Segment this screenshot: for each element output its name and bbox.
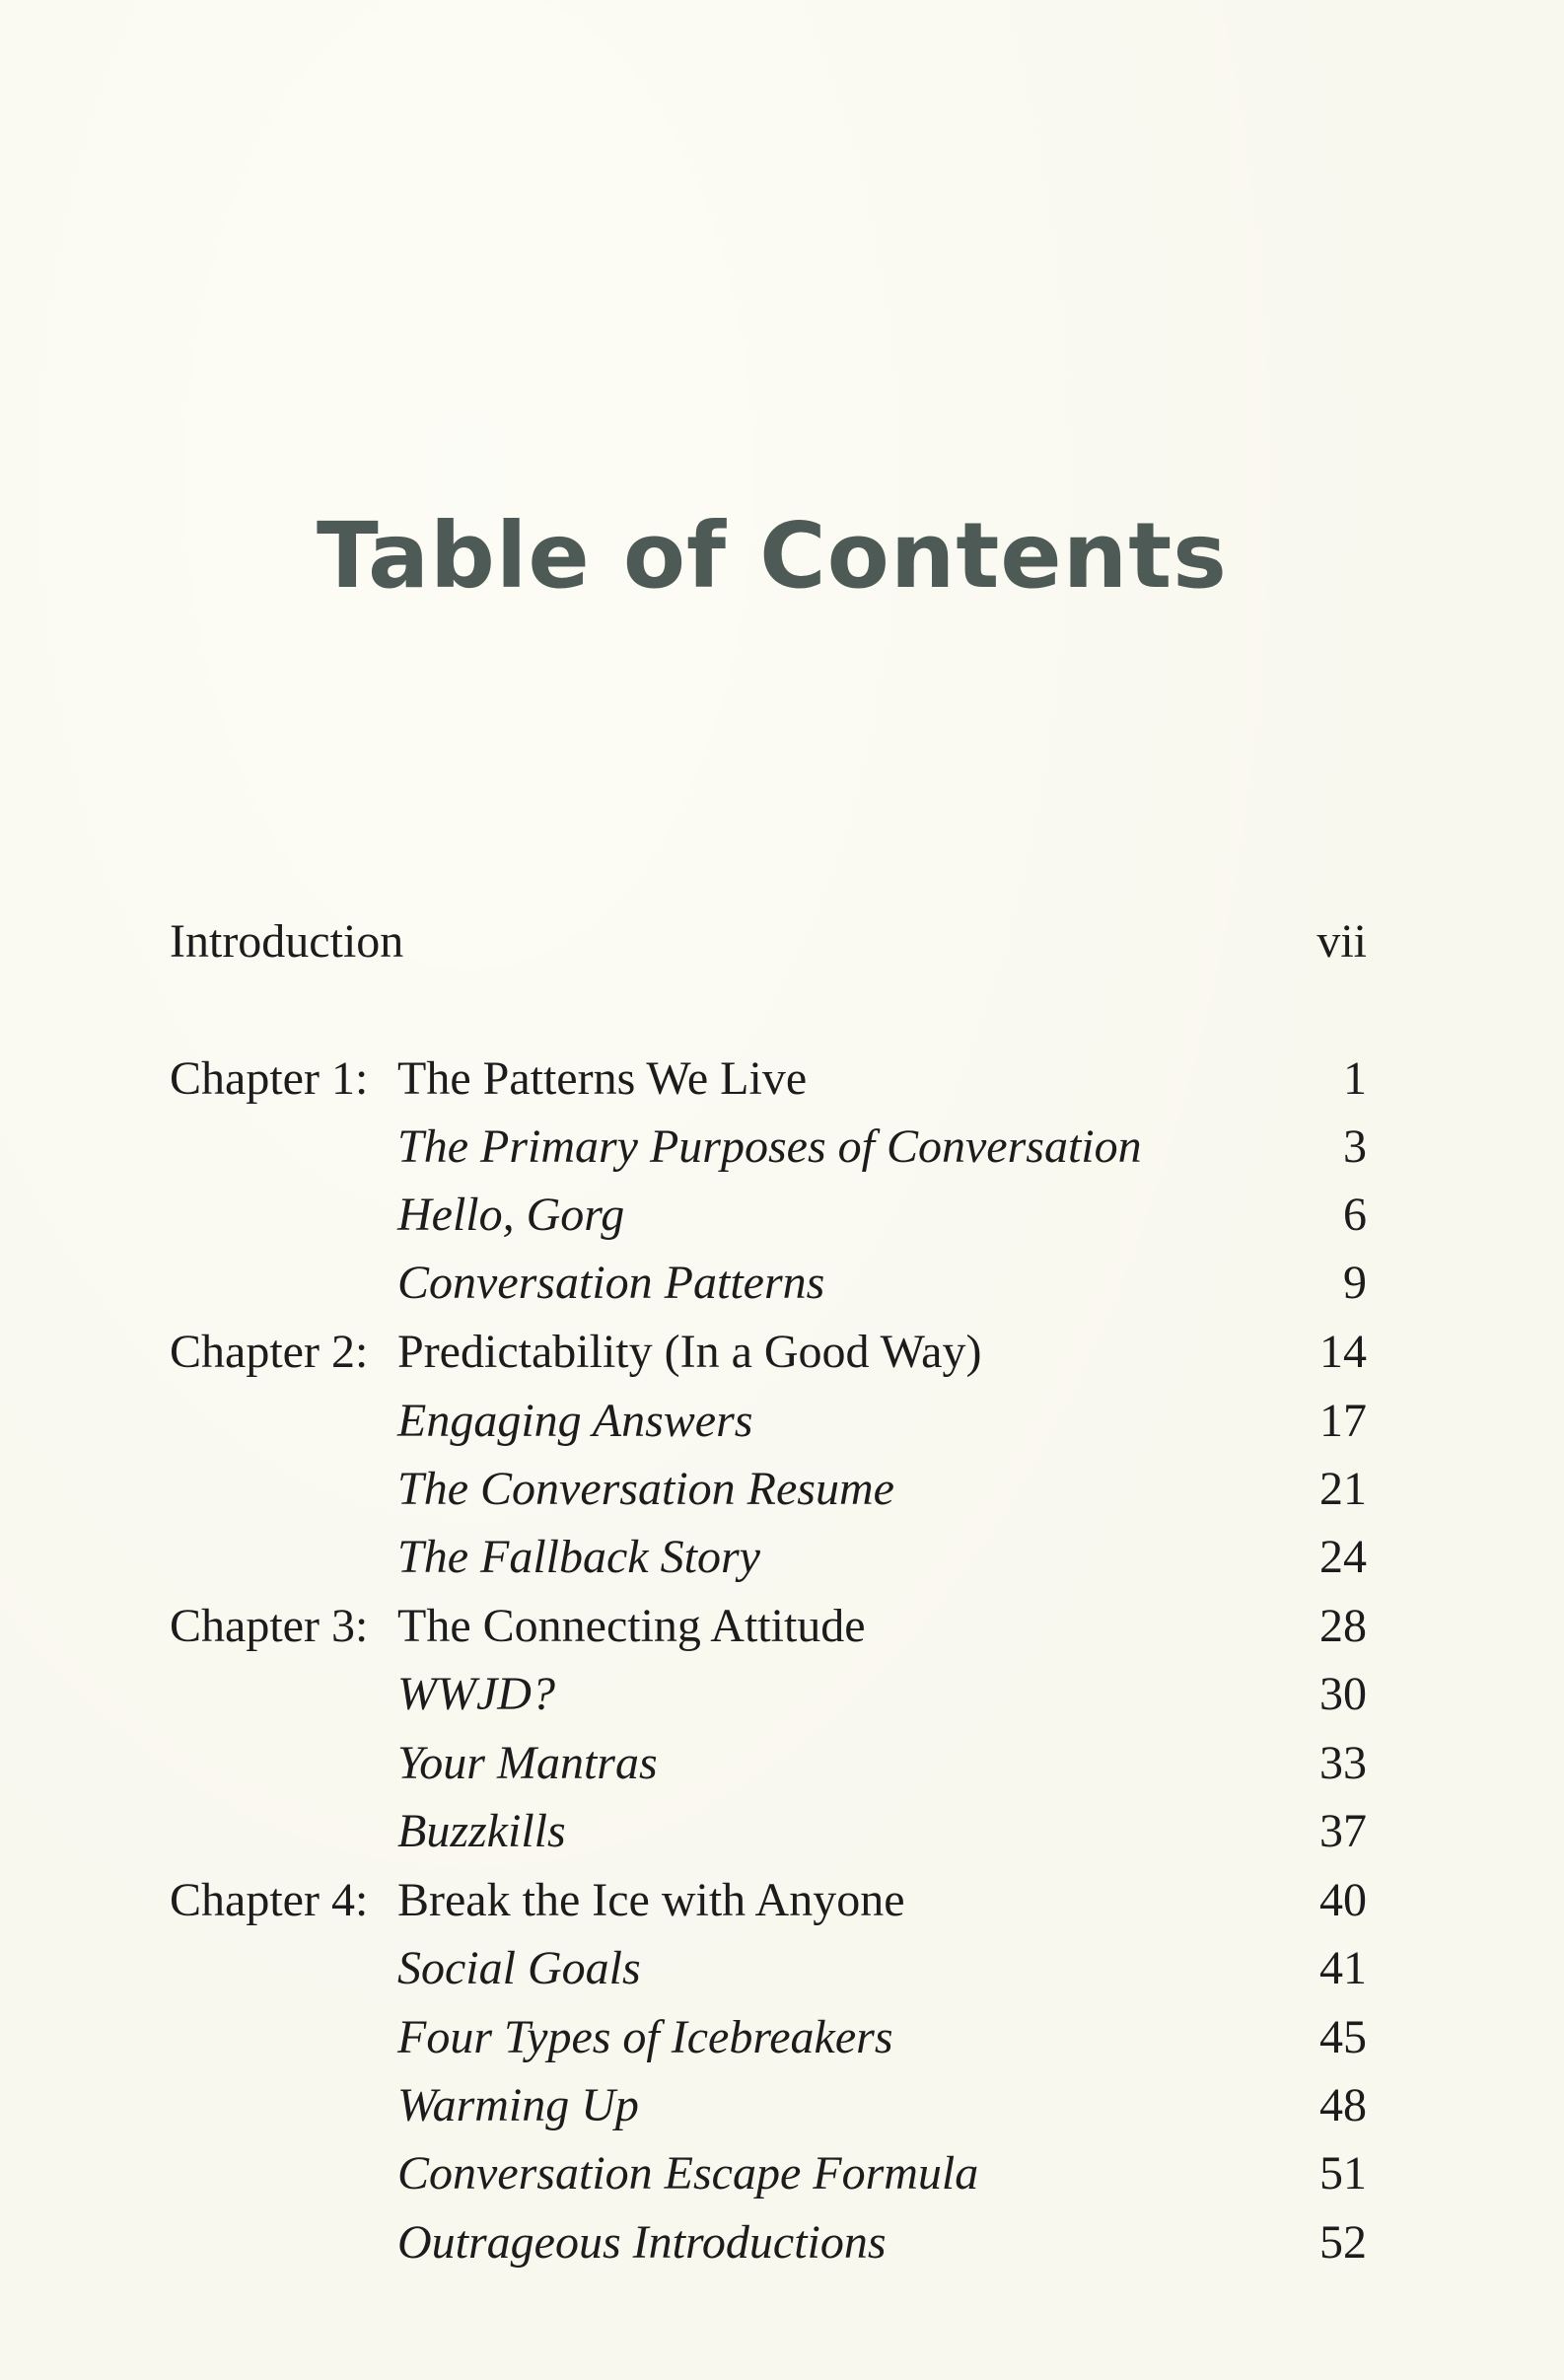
toc-section [170,1801,1367,1862]
toc-section [170,1185,1367,1246]
toc-page-number: 9 [1343,1257,1367,1309]
section-title: Hello, Gorg [397,1189,625,1241]
toc-section [170,2007,1367,2068]
toc-page-number: 51 [1319,2147,1367,2200]
toc-page-number: 30 [1319,1668,1367,1720]
toc-section [170,2143,1367,2204]
section-title: Outrageous Introductions [397,2216,887,2269]
toc-chapter-3 [170,1596,1367,1657]
page-title: Table of Contents [317,503,1228,609]
toc-entry-introduction [170,911,1367,973]
toc-chapter-4 [170,1870,1367,1931]
section-title: Conversation Patterns [397,1257,825,1309]
chapter-title: Predictability (In a Good Way) [397,1326,982,1378]
toc-page-number: 3 [1343,1120,1367,1173]
toc-page-number: vii [1316,915,1367,968]
section-title: Social Goals [397,1942,641,1994]
chapter-title: The Connecting Attitude [397,1600,866,1652]
section-title: Engaging Answers [397,1395,753,1447]
section-title: Conversation Escape Formula [397,2147,979,2200]
section-title: Warming Up [397,2079,639,2131]
section-title: Your Mantras [397,1737,658,1789]
toc-entry-label: Introduction [170,915,404,968]
toc-section [170,1253,1367,1314]
toc-page-number: 45 [1319,2011,1367,2063]
toc-page-number: 28 [1319,1600,1367,1652]
toc-page-number: 6 [1343,1189,1367,1241]
chapter-number: Chapter 3: [170,1600,369,1652]
section-title: The Conversation Resume [397,1463,894,1515]
section-title: The Primary Purposes of Conversation [397,1120,1142,1173]
toc-page-number: 41 [1319,1942,1367,1994]
section-title: Buzzkills [397,1805,566,1857]
toc-page-number: 52 [1319,2216,1367,2269]
section-title: WWJD? [397,1668,555,1720]
chapter-number: Chapter 4: [170,1874,369,1926]
toc-chapter-2 [170,1322,1367,1383]
toc-page-number: 24 [1319,1531,1367,1583]
toc-page-number: 33 [1319,1737,1367,1789]
toc-page-number: 40 [1319,1874,1367,1926]
section-title: Four Types of Icebreakers [397,2011,893,2063]
toc-page-number: 37 [1319,1805,1367,1857]
toc-section [170,1664,1367,1725]
toc-section [170,1938,1367,1999]
chapter-number: Chapter 2: [170,1326,369,1378]
chapter-number: Chapter 1: [170,1052,369,1105]
toc-section [170,1733,1367,1794]
toc-section [170,2212,1367,2273]
toc-section [170,1459,1367,1520]
toc-section [170,2075,1367,2136]
chapter-title: Break the Ice with Anyone [397,1874,905,1926]
toc-section [170,1391,1367,1452]
toc-page-number: 48 [1319,2079,1367,2131]
toc-page-number: 1 [1343,1052,1367,1105]
toc-section [170,1527,1367,1588]
toc-page-number: 14 [1319,1326,1367,1378]
section-title: The Fallback Story [397,1531,760,1583]
toc-page-number: 21 [1319,1463,1367,1515]
chapter-title: The Patterns We Live [397,1052,808,1105]
toc-section [170,1117,1367,1178]
toc-chapter-1 [170,1048,1367,1110]
toc-page-number: 17 [1319,1395,1367,1447]
